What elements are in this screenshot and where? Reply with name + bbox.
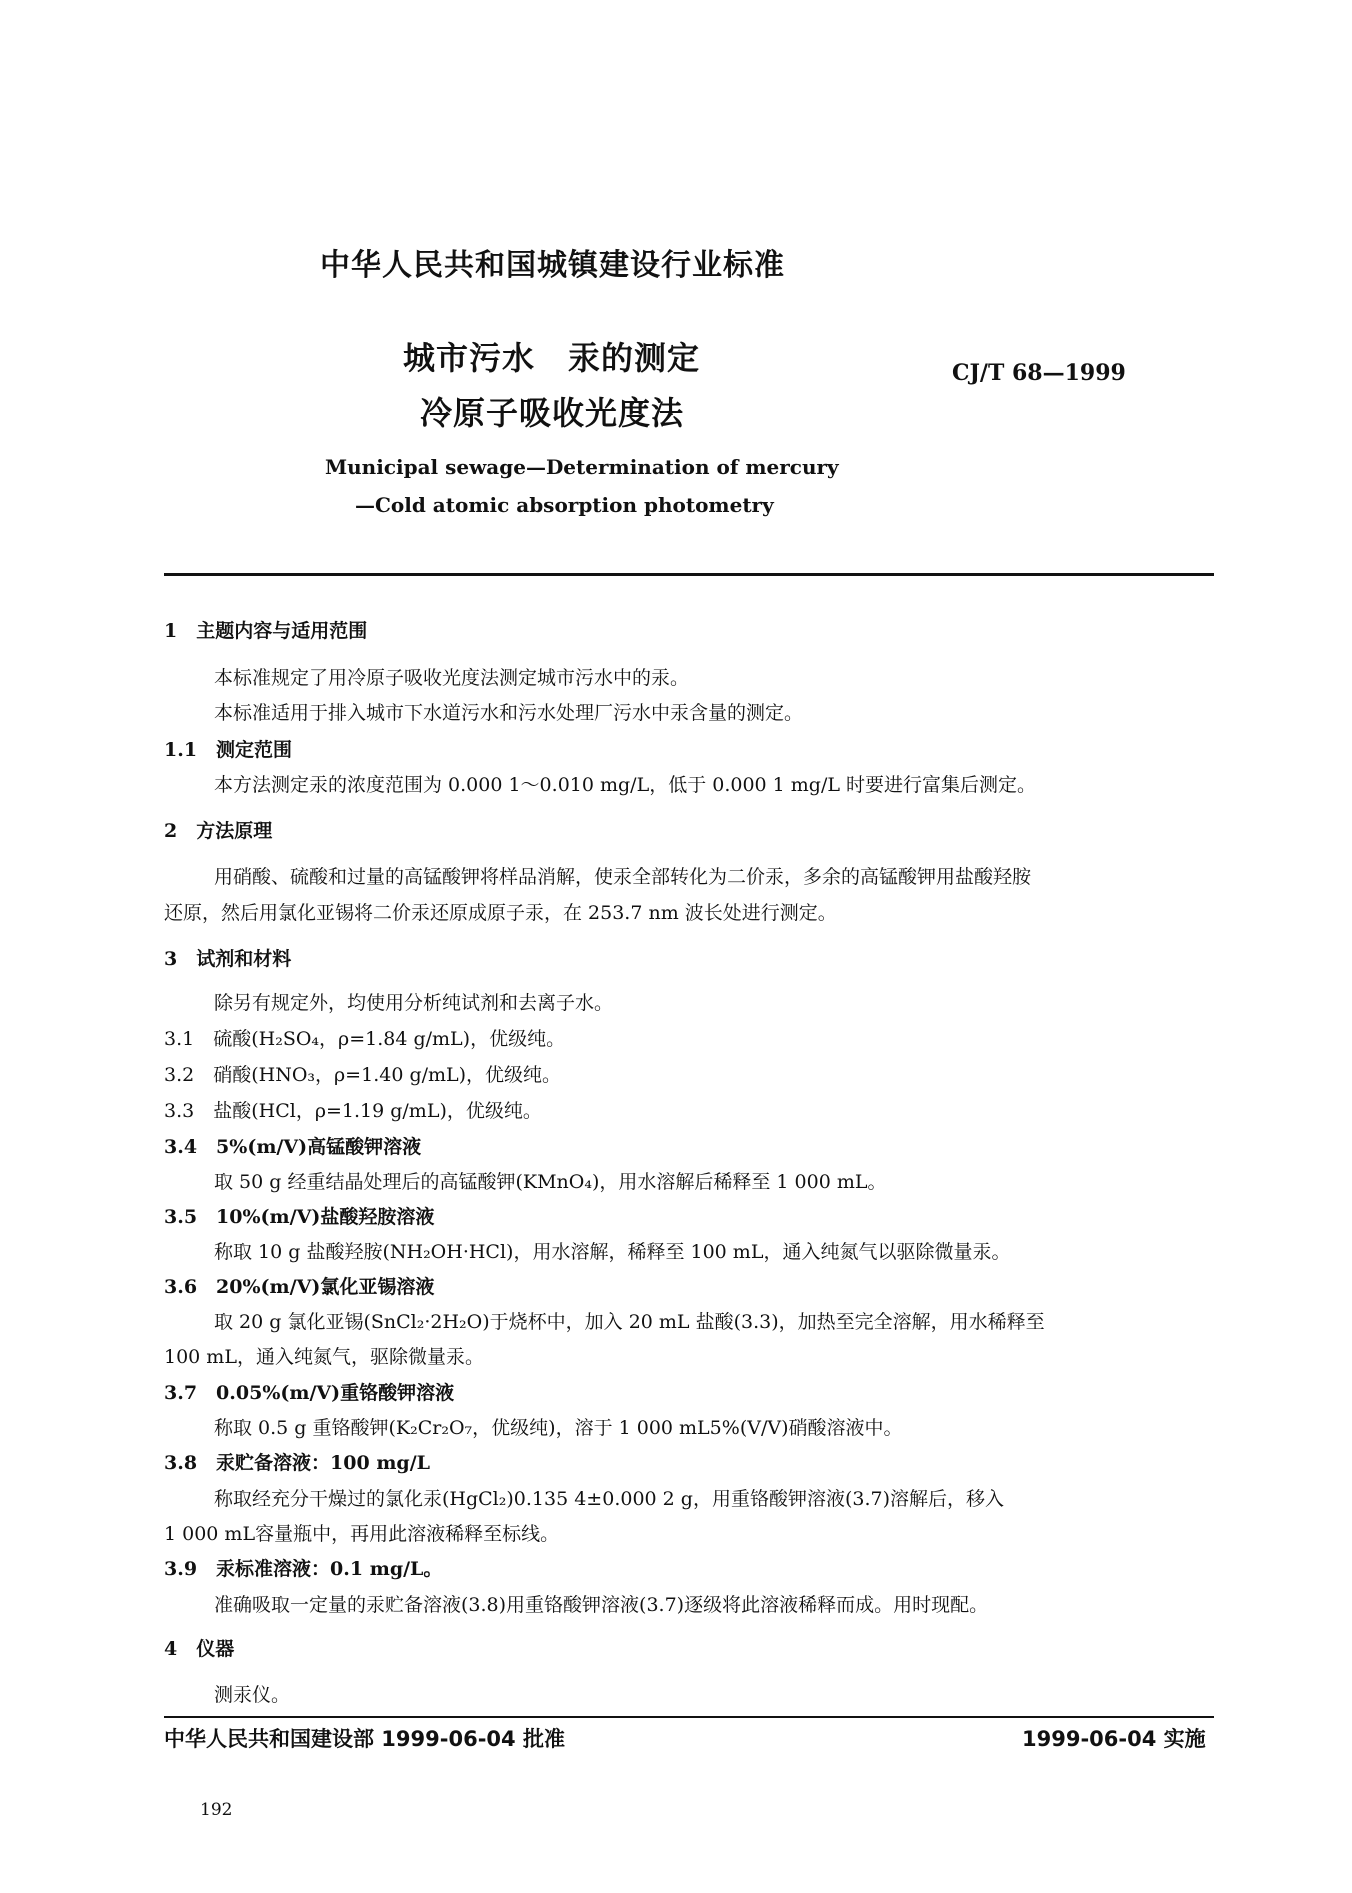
bottom-divider: [164, 1716, 1214, 1718]
section-3-3: 3.3 盐酸(HCl，ρ=1.19 g/mL)，优级纯。: [164, 1100, 542, 1122]
org-title: 中华人民共和国城镇建设行业标准: [320, 248, 785, 283]
section-3-1: 3.1 硫酸(H₂SO₄，ρ=1.84 g/mL)，优级纯。: [164, 1028, 566, 1050]
section-3-8-paragraph-line2: 1 000 mL容量瓶中，再用此溶液稀释至标线。: [164, 1523, 560, 1545]
section-3-paragraph: 除另有规定外，均使用分析纯试剂和去离子水。: [214, 992, 614, 1014]
section-3-7-heading: 3.7 0.05%(m/V)重铬酸钾溶液: [164, 1382, 455, 1404]
section-3-9-paragraph: 准确吸取一定量的汞贮备溶液(3.8)用重铬酸钾溶液(3.7)逐级将此溶液稀释而成。用时现配。: [214, 1594, 989, 1616]
document-title-line1: 城市污水 汞的测定: [403, 339, 701, 377]
section-3-7-paragraph: 称取 0.5 g 重铬酸钾(K₂Cr₂O₇，优级纯)，溶于 1 000 mL5%(V/V)硝酸溶液中。: [214, 1417, 903, 1439]
section-3-6-heading: 3.6 20%(m/V)氯化亚锡溶液: [164, 1276, 435, 1298]
english-title-line1: Municipal sewage—Determination of mercury: [325, 455, 839, 479]
section-3-heading: 3 试剂和材料: [164, 948, 292, 970]
section-3-4-heading: 3.4 5%(m/V)高锰酸钾溶液: [164, 1136, 422, 1158]
section-3-6-paragraph-line2: 100 mL，通入纯氮气，驱除微量汞。: [164, 1346, 484, 1368]
english-title-line2: —Cold atomic absorption photometry: [355, 493, 774, 517]
section-1-paragraph-2: 本标准适用于排入城市下水道污水和污水处理厂污水中汞含量的测定。: [214, 702, 804, 724]
top-divider: [164, 573, 1214, 576]
approval-line: 中华人民共和国建设部 1999-06-04 批准: [164, 1727, 565, 1751]
section-3-8-heading: 3.8 汞贮备溶液：100 mg/L: [164, 1452, 431, 1474]
section-2-paragraph-line1: 用硝酸、硫酸和过量的高锰酸钾将样品消解，使汞全部转化为二价汞，多余的高锰酸钾用盐酸羟胺: [214, 866, 1032, 888]
section-2-paragraph-line2: 还原，然后用氯化亚锡将二价汞还原成原子汞，在 253.7 nm 波长处进行测定。: [164, 902, 837, 924]
section-1-1-paragraph: 本方法测定汞的浓度范围为 0.000 1～0.010 mg/L，低于 0.000 1 mg/L 时要进行富集后测定。: [214, 774, 1037, 796]
section-3-2: 3.2 硝酸(HNO₃，ρ=1.40 g/mL)，优级纯。: [164, 1064, 562, 1086]
document-title-line2: 冷原子吸收光度法: [420, 394, 685, 432]
section-3-6-paragraph-line1: 取 20 g 氯化亚锡(SnCl₂·2H₂O)于烧杯中，加入 20 mL 盐酸(3.3)，加热至完全溶解，用水稀释至: [214, 1311, 1045, 1333]
section-1-heading: 1 主题内容与适用范围: [164, 620, 368, 642]
section-3-5-paragraph: 称取 10 g 盐酸羟胺(NH₂OH·HCl)，用水溶解，稀释至 100 mL，通入纯氮气以驱除微量汞。: [214, 1241, 1011, 1263]
section-3-5-heading: 3.5 10%(m/V)盐酸羟胺溶液: [164, 1206, 435, 1228]
section-3-8-paragraph-line1: 称取经充分干燥过的氯化汞(HgCl₂)0.135 4±0.000 2 g，用重铬酸钾溶液(3.7)溶解后，移入: [214, 1488, 1004, 1510]
section-3-9-heading: 3.9 汞标准溶液：0.1 mg/L。: [164, 1558, 443, 1580]
section-3-4-paragraph: 取 50 g 经重结晶处理后的高锰酸钾(KMnO₄)，用水溶解后稀释至 1 000 mL。: [214, 1171, 887, 1193]
section-4-paragraph: 测汞仪。: [214, 1684, 291, 1706]
section-4-heading: 4 仪器: [164, 1638, 235, 1660]
section-1-1-heading: 1.1 测定范围: [164, 739, 293, 761]
page-number: 192: [200, 1800, 233, 1820]
implementation-date: 1999-06-04 实施: [1022, 1727, 1206, 1751]
standard-code: CJ/T 68—1999: [952, 360, 1126, 386]
section-1-paragraph-1: 本标准规定了用冷原子吸收光度法测定城市污水中的汞。: [214, 667, 690, 689]
section-2-heading: 2 方法原理: [164, 820, 273, 842]
